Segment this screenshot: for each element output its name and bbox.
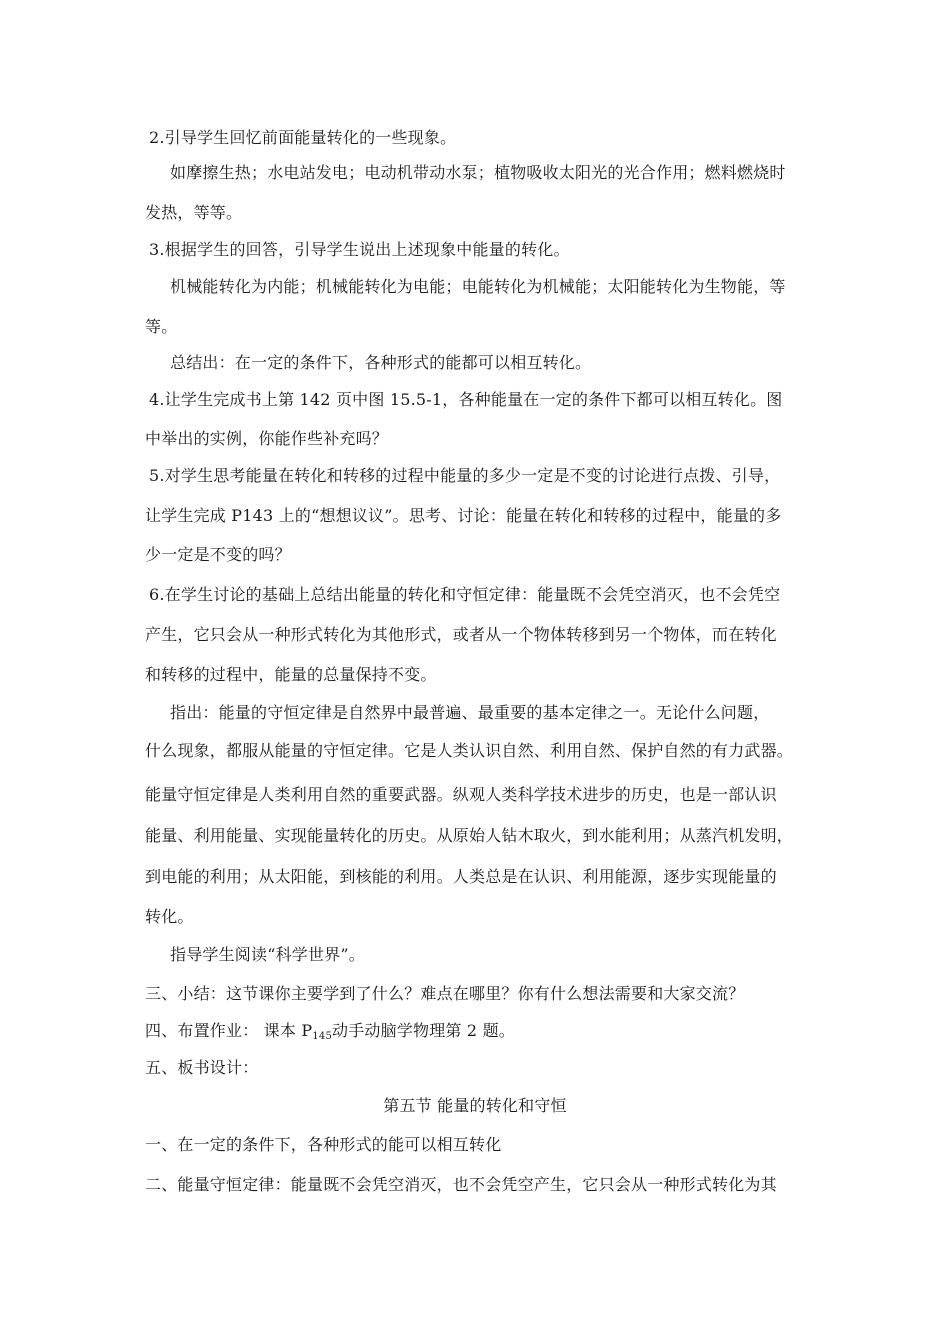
- paragraph-line: 发热，等等。: [145, 203, 243, 222]
- paragraph-line: 4.让学生完成书上第 142 页中图 15.5-1，各种能量在一定的条件下都可以相互转化。图: [149, 390, 783, 409]
- paragraph-line: 2.引导学生回忆前面能量转化的一些现象。: [149, 128, 457, 147]
- paragraph-line: 少一定是不变的吗？: [145, 545, 291, 564]
- homework-page-subscript: 145: [312, 1031, 333, 1042]
- homework-suffix: 动手动脑学物理第 2 题。: [332, 1021, 515, 1040]
- paragraph-line: 总结出：在一定的条件下，各种形式的能都可以相互转化。: [170, 353, 592, 372]
- section-homework: [145, 1021, 810, 1047]
- board-point: 一、在一定的条件下，各种形式的能可以相互转化: [145, 1135, 502, 1154]
- section-board-label: 五、板书设计：: [145, 1058, 259, 1077]
- paragraph-line: 5.对学生思考能量在转化和转移的过程中能量的多少一定是不变的讨论进行点拨、引导，: [149, 466, 781, 485]
- paragraph-line: 让学生完成 P143 上的“想想议议”。思考、讨论：能量在转化和转移的过程中，能量的多: [145, 506, 782, 525]
- paragraph-line: 指出：能量的守恒定律是自然界中最普遍、最重要的基本定律之一。无论什么问题，: [170, 703, 770, 722]
- paragraph-line: 能量、利用能量、实现能量转化的历史。从原始人钻木取火，到水能利用；从蒸汽机发明，: [145, 826, 794, 845]
- paragraph-line: 转化。: [145, 907, 194, 926]
- board-point: 二、能量守恒定律：能量既不会凭空消灭，也不会凭空产生，它只会从一种形式转化为其: [145, 1175, 777, 1194]
- section-summary: 三、小结：这节课你主要学到了什么？难点在哪里？你有什么想法需要和大家交流？: [145, 984, 745, 1003]
- paragraph-line: 什么现象，都服从能量的守恒定律。它是人类认识自然、利用自然、保护自然的有力武器。: [145, 741, 794, 760]
- paragraph-line: 机械能转化为内能；机械能转化为电能；电能转化为机械能；太阳能转化为生物能，等: [170, 277, 786, 296]
- paragraph-line: 能量守恒定律是人类利用自然的重要武器。纵观人类科学技术进步的历史，也是一部认识: [145, 785, 777, 804]
- paragraph-line: 指导学生阅读“科学世界”。: [170, 945, 365, 964]
- paragraph-line: 3.根据学生的回答，引导学生说出上述现象中能量的转化。: [149, 240, 570, 259]
- paragraph-line: 如摩擦生热；水电站发电；电动机带动水泵；植物吸收太阳光的光合作用；燃料燃烧时: [170, 163, 786, 182]
- paragraph-line: 产生，它只会从一种形式转化为其他形式，或者从一个物体转移到另一个物体，而在转化: [145, 625, 777, 644]
- homework-prefix: 四、布置作业： 课本 P: [145, 1021, 313, 1040]
- paragraph-line: 等。: [145, 317, 178, 336]
- paragraph-line: 和转移的过程中，能量的总量保持不变。: [145, 665, 437, 684]
- paragraph-line: 中举出的实例，你能作些补充吗？: [145, 429, 389, 448]
- paragraph-line: 6.在学生讨论的基础上总结出能量的转化和守恒定律：能量既不会凭空消灭，也不会凭空: [149, 585, 781, 604]
- board-title: 第五节 能量的转化和守恒: [383, 1096, 567, 1115]
- paragraph-line: 到电能的利用；从太阳能，到核能的利用。人类总是在认识、利用能源，逐步实现能量的: [145, 867, 777, 886]
